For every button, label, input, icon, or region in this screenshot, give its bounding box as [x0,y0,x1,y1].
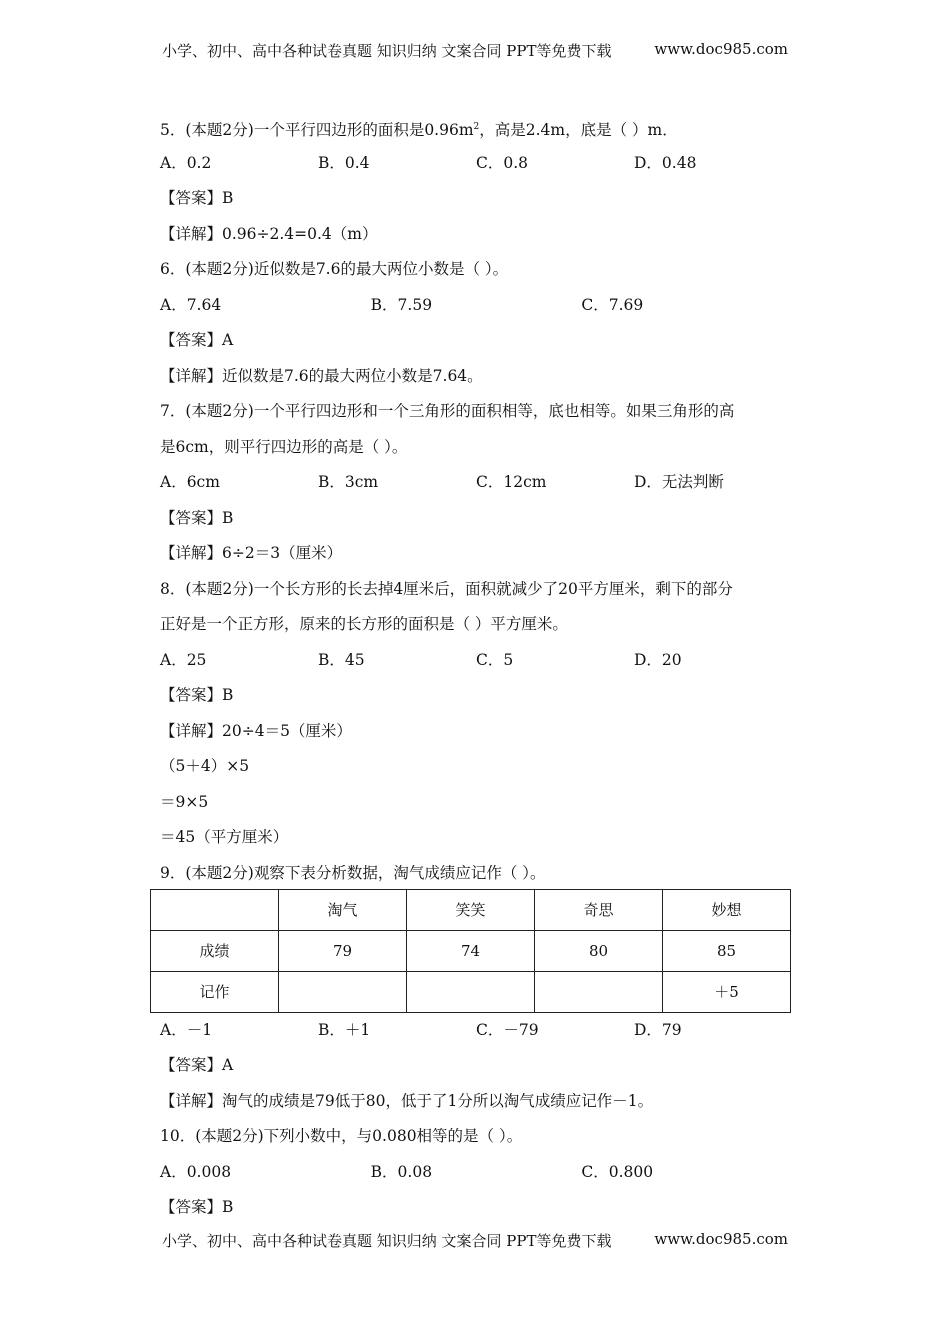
q5-stem-a: 5．(本题2分)一个平行四边形的面积是0.96m [160,121,474,140]
q8-option-d: D．20 [634,650,682,669]
score-table [150,889,791,1013]
q5-stem-b: ，高是2.4m，底是（ ）m． [479,121,678,140]
header-url: www.doc985.com [654,40,788,58]
q9-option-c: C．－79 [476,1020,539,1039]
page-footer [162,1230,788,1251]
q5-option-c: C．0.8 [476,153,529,172]
footer-text: 小学、初中、高中各种试卷真题 知识归纳 文案合同 PPT等免费下载 [162,1232,612,1250]
table-header-cell [151,889,279,930]
table-header-cell: 笑笑 [407,889,535,930]
q7-option-d: D．无法判断 [634,473,724,491]
q8-stem-line2: 正好是一个正方形，原来的长方形的面积是（ ）平方厘米。 [160,615,568,633]
page-header [162,40,788,61]
q10-answer: 【答案】B [160,1198,234,1216]
document-body [160,114,792,1230]
q6-detail: 【详解】近似数是7.6的最大两位小数是7.64。 [160,366,483,385]
table-header-cell: 妙想 [663,889,791,930]
q7-answer: 【答案】B [160,508,234,527]
q9-option-b: B．＋1 [318,1020,371,1039]
table-cell: 成绩 [151,930,279,971]
q7-options [160,469,792,505]
q9-option-a: A．－1 [160,1020,213,1039]
q8-options [160,647,792,683]
footer-url: www.doc985.com [654,1230,788,1248]
q5-option-b: B．0.4 [318,153,370,172]
q6-option-a: A．7.64 [160,295,222,314]
q8-calc-step3: ＝45（平方厘米） [160,828,289,846]
q9-stem: 9．(本题2分)观察下表分析数据，淘气成绩应记作（ ）。 [160,863,546,882]
q8-stem-line1: 8．(本题2分)一个长方形的长去掉4厘米后，面积就减少了20平方厘米，剩下的部分 [160,579,733,598]
q5-options [160,150,792,186]
q10-option-c: C．0.800 [581,1162,654,1181]
q8-option-a: A．25 [160,650,207,669]
q5-option-d: D．0.48 [634,153,697,172]
table-cell [279,971,407,1012]
table-cell: 74 [407,930,535,971]
table-cell: ＋5 [663,971,791,1012]
q9-detail: 【详解】淘气的成绩是79低于80，低于了1分所以淘气成绩应记作－1。 [160,1091,654,1110]
q9-options [160,1017,792,1053]
table-cell: 85 [663,930,791,971]
table-header-cell: 淘气 [279,889,407,930]
q8-calc-step1: （5＋4）×5 [160,757,250,775]
q5-answer: 【答案】B [160,189,234,207]
table-header-cell: 奇思 [535,889,663,930]
q6-answer: 【答案】A [160,331,234,349]
q7-option-a: A．6cm [160,473,220,491]
q8-answer: 【答案】B [160,686,234,704]
q6-option-b: B．7.59 [370,295,433,314]
table-cell [535,971,663,1012]
q7-detail: 【详解】6÷2＝3（厘米） [160,544,343,562]
q8-detail: 【详解】20÷4＝5（厘米） [160,721,352,740]
q9-answer: 【答案】A [160,1056,234,1074]
q7-stem-line1: 7．(本题2分)一个平行四边形和一个三角形的面积相等，底也相等。如果三角形的高 [160,402,735,420]
q10-option-b: B．0.08 [370,1162,433,1181]
q7-option-b: B．3cm [318,473,379,491]
table-row-record [151,971,791,1012]
table-cell [407,971,535,1012]
q7-option-c: C．12cm [476,473,547,491]
q5-stem [160,114,792,150]
table-cell: 80 [535,930,663,971]
q6-stem: 6．(本题2分)近似数是7.6的最大两位小数是（ ）。 [160,260,509,278]
q5-detail: 【详解】0.96÷2.4=0.4（m） [160,224,378,243]
q6-option-c: C．7.69 [581,295,644,314]
q5-option-a: A．0.2 [160,153,212,172]
q7-stem-line2: 是6cm，则平行四边形的高是（ ）。 [160,437,408,456]
q5-stem-sup: 2 [473,122,480,132]
table-cell: 记作 [151,971,279,1012]
q10-stem: 10．(本题2分)下列小数中，与0.080相等的是（ ）。 [160,1127,523,1145]
q8-option-b: B．45 [318,650,365,669]
q8-calc-step2: ＝9×5 [160,792,209,811]
header-text: 小学、初中、高中各种试卷真题 知识归纳 文案合同 PPT等免费下载 [162,42,612,60]
q10-options [160,1159,792,1195]
table-cell: 79 [279,930,407,971]
q6-options [160,292,792,328]
q10-option-a: A．0.008 [160,1162,232,1181]
table-header-row [151,889,791,930]
q9-option-d: D．79 [634,1020,682,1039]
table-row-score [151,930,791,971]
q8-option-c: C．5 [476,650,514,669]
